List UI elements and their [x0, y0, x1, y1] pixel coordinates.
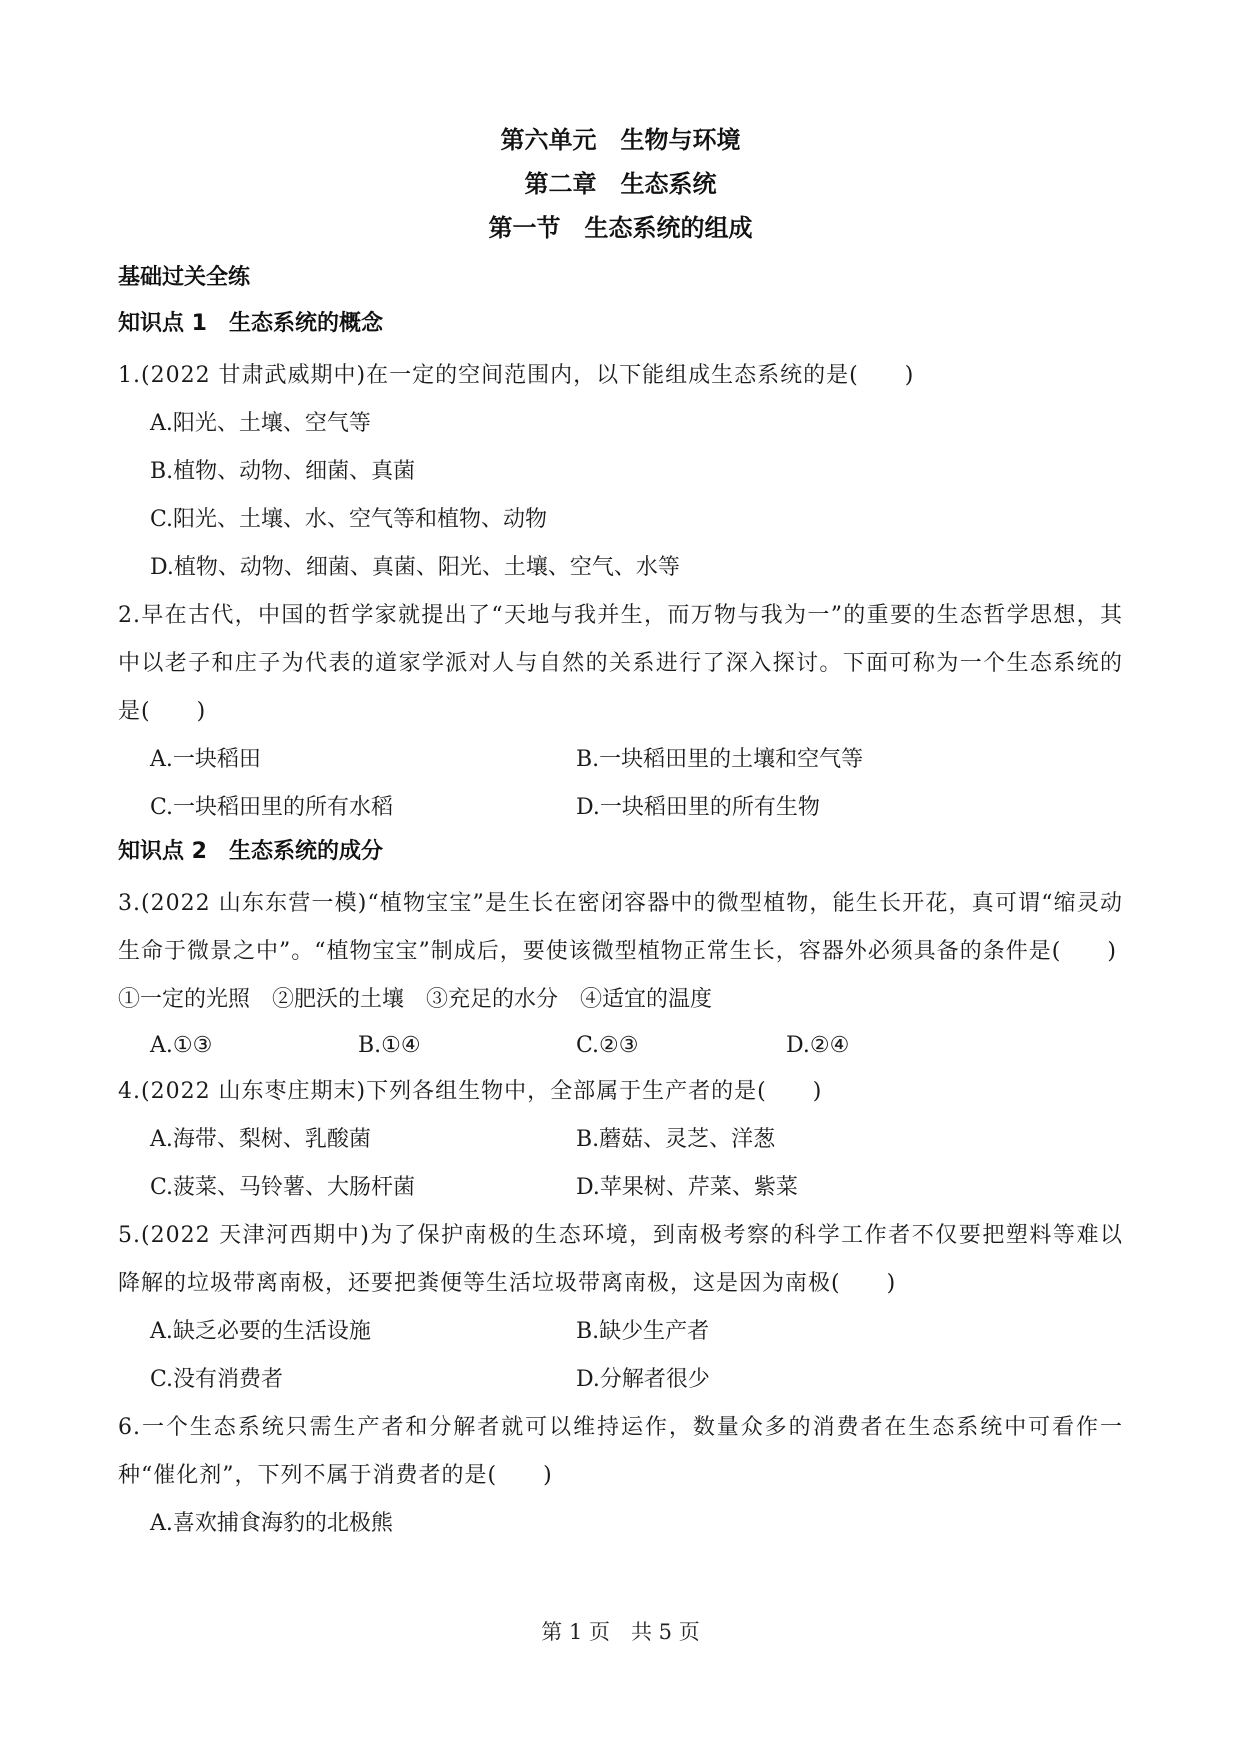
page-content	[118, 260, 1123, 1548]
question-4-stem: 4.(2022 山东枣庄期末)下列各组生物中，全部属于生产者的是( )	[118, 1079, 823, 1104]
question-3-option-c: C.②③	[576, 1033, 639, 1058]
title-block	[0, 118, 1241, 250]
question-5-option-b: B.缺少生产者	[576, 1319, 710, 1344]
question-4-options-row-1	[118, 1116, 1123, 1164]
question-4-option-a: A.海带、梨树、乳酸菌	[150, 1127, 371, 1152]
question-4-option-d: D.苹果树、芹菜、紫菜	[576, 1175, 798, 1200]
question-3-options-row	[118, 1024, 1123, 1068]
question-4-options-row-2	[118, 1164, 1123, 1212]
question-2-options-row-1	[118, 736, 1123, 784]
question-3-option-d: D.②④	[786, 1033, 850, 1058]
question-3-stem: 3.(2022 山东东营一模)“植物宝宝”是生长在密闭容器中的微型植物，能生长开花，真可谓“缩灵动生命于微景之中”。“植物宝宝”制成后，要使该微型植物正常生长，容器外必须具备的条件是( )	[118, 891, 1123, 964]
question-2-options-row-2	[118, 784, 1123, 832]
question-1-option-d: D.植物、动物、细菌、真菌、阳光、土壤、空气、水等	[150, 555, 680, 580]
question-5-stem: 5.(2022 天津河西期中)为了保护南极的生态环境，到南极考察的科学工作者不仅要把塑料等难以降解的垃圾带离南极，还要把粪便等生活垃圾带离南极，这是因为南极( )	[118, 1223, 1123, 1296]
question-5-option-a: A.缺乏必要的生活设施	[150, 1319, 371, 1344]
question-4-option-c: C.菠菜、马铃薯、大肠杆菌	[150, 1175, 416, 1200]
knowledge-point-heading: 知识点 1 生态系统的概念	[118, 311, 383, 336]
question-3-option-b: B.①④	[358, 1033, 421, 1058]
chapter-title: 第二章 生态系统	[524, 170, 717, 198]
question-3-option-a: A.①③	[150, 1033, 213, 1058]
question-3-conditions: ①一定的光照 ②肥沃的土壤 ③充足的水分 ④适宜的温度	[118, 987, 713, 1012]
knowledge-point-heading: 知识点 2 生态系统的成分	[118, 839, 383, 864]
question-2-stem: 2.早在古代，中国的哲学家就提出了“天地与我并生，而万物与我为一”的重要的生态哲学思想，其中以老子和庄子为代表的道家学派对人与自然的关系进行了深入探讨。下面可称为一个生态系统的是( )	[118, 603, 1123, 724]
question-1-option-a: A.阳光、土壤、空气等	[150, 411, 371, 436]
question-2-option-a: A.一块稻田	[150, 747, 261, 772]
question-1-option-c: C.阳光、土壤、水、空气等和植物、动物	[150, 507, 548, 532]
question-1-option-b: B.植物、动物、细菌、真菌	[150, 459, 416, 484]
question-2-option-d: D.一块稻田里的所有生物	[576, 795, 820, 820]
page-footer: 第 1 页 共 5 页	[541, 1620, 700, 1644]
question-5-option-d: D.分解者很少	[576, 1367, 710, 1392]
question-4-option-b: B.蘑菇、灵芝、洋葱	[576, 1127, 776, 1152]
question-1-stem: 1.(2022 甘肃武威期中)在一定的空间范围内，以下能组成生态系统的是( )	[118, 363, 915, 388]
question-2-option-c: C.一块稻田里的所有水稻	[150, 795, 394, 820]
question-2-option-b: B.一块稻田里的土壤和空气等	[576, 747, 864, 772]
question-6-stem: 6.一个生态系统只需生产者和分解者就可以维持运作，数量众多的消费者在生态系统中可看作一种“催化剂”，下列不属于消费者的是( )	[118, 1415, 1123, 1488]
question-5-options-row-2	[118, 1356, 1123, 1404]
section-title: 第一节 生态系统的组成	[488, 214, 753, 242]
question-5-option-c: C.没有消费者	[150, 1367, 284, 1392]
unit-title: 第六单元 生物与环境	[500, 126, 741, 154]
question-6-option-a: A.喜欢捕食海豹的北极熊	[150, 1511, 393, 1536]
practice-heading: 基础过关全练	[118, 265, 251, 290]
question-5-options-row-1	[118, 1308, 1123, 1356]
